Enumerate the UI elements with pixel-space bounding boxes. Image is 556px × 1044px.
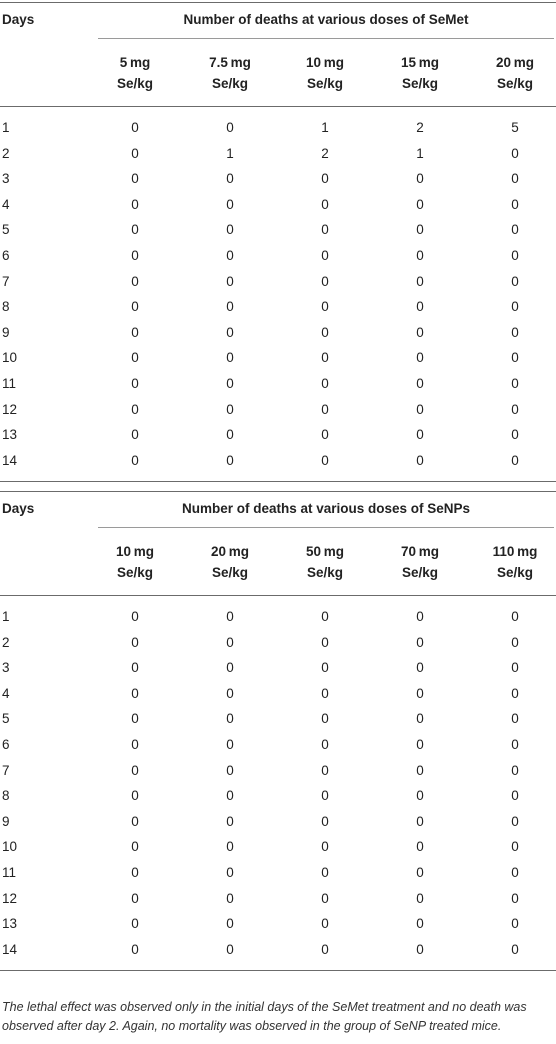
day-cell: 8 bbox=[2, 299, 10, 314]
dose-column-header-line1: 7.5 mg bbox=[209, 55, 251, 70]
death-count-cell: 0 bbox=[321, 763, 329, 778]
death-count-cell: 0 bbox=[416, 763, 424, 778]
death-count-cell: 0 bbox=[511, 788, 519, 803]
death-count-cell: 0 bbox=[321, 274, 329, 289]
death-count-cell: 0 bbox=[226, 942, 234, 957]
death-count-cell: 0 bbox=[226, 814, 234, 829]
dose-column-header-line1: 10 mg bbox=[116, 544, 154, 559]
death-count-cell: 0 bbox=[416, 737, 424, 752]
day-cell: 3 bbox=[2, 660, 10, 675]
death-count-cell: 0 bbox=[416, 635, 424, 650]
death-count-cell: 0 bbox=[226, 865, 234, 880]
death-count-cell: 0 bbox=[511, 350, 519, 365]
death-count-cell: 0 bbox=[511, 222, 519, 237]
dose-column-header-line2: Se/kg bbox=[211, 565, 249, 580]
death-count-cell: 0 bbox=[321, 325, 329, 340]
death-count-cell: 0 bbox=[131, 660, 139, 675]
death-count-cell: 0 bbox=[131, 865, 139, 880]
death-count-cell: 0 bbox=[226, 788, 234, 803]
day-cell: 5 bbox=[2, 222, 10, 237]
day-cell: 12 bbox=[2, 402, 18, 417]
dose-column-header-line1: 15 mg bbox=[401, 55, 439, 70]
death-count-cell: 0 bbox=[131, 453, 139, 468]
death-count-cell: 5 bbox=[511, 120, 519, 135]
group-header: Number of deaths at various doses of SeMet bbox=[183, 12, 469, 27]
day-cell: 6 bbox=[2, 248, 10, 263]
day-cell: 2 bbox=[2, 635, 10, 650]
day-cell: 12 bbox=[2, 891, 18, 906]
death-count-cell: 0 bbox=[226, 891, 234, 906]
death-count-cell: 0 bbox=[511, 763, 519, 778]
death-count-cell: 1 bbox=[226, 146, 234, 161]
day-cell: 13 bbox=[2, 427, 18, 442]
death-count-cell: 0 bbox=[416, 865, 424, 880]
death-count-cell: 0 bbox=[511, 635, 519, 650]
death-count-cell: 0 bbox=[511, 737, 519, 752]
death-count-cell: 1 bbox=[321, 120, 329, 135]
death-count-cell: 0 bbox=[226, 635, 234, 650]
death-count-cell: 0 bbox=[321, 942, 329, 957]
death-count-cell: 0 bbox=[321, 453, 329, 468]
column-header-rule bbox=[0, 595, 556, 596]
table-top-rule bbox=[0, 2, 556, 3]
death-count-cell: 0 bbox=[511, 299, 519, 314]
death-count-cell: 0 bbox=[416, 609, 424, 624]
death-count-cell: 0 bbox=[321, 299, 329, 314]
death-count-cell: 0 bbox=[511, 325, 519, 340]
death-count-cell: 0 bbox=[226, 197, 234, 212]
death-count-cell: 0 bbox=[226, 686, 234, 701]
dose-column-header-line1: 20 mg bbox=[496, 55, 534, 70]
death-count-cell: 0 bbox=[321, 686, 329, 701]
death-count-cell: 0 bbox=[131, 402, 139, 417]
group-header: Number of deaths at various doses of SeNPs bbox=[181, 501, 471, 516]
dose-column-header-line1: 10 mg bbox=[306, 55, 344, 70]
death-count-cell: 0 bbox=[511, 453, 519, 468]
death-count-cell: 0 bbox=[226, 248, 234, 263]
death-count-cell: 0 bbox=[416, 711, 424, 726]
death-count-cell: 0 bbox=[131, 814, 139, 829]
death-count-cell: 0 bbox=[131, 350, 139, 365]
dose-column-header-line2: Se/kg bbox=[401, 565, 439, 580]
death-count-cell: 0 bbox=[226, 916, 234, 931]
death-count-cell: 0 bbox=[416, 942, 424, 957]
day-cell: 4 bbox=[2, 686, 10, 701]
day-cell: 14 bbox=[2, 942, 18, 957]
death-count-cell: 0 bbox=[131, 120, 139, 135]
dose-column-header-line1: 50 mg bbox=[306, 544, 344, 559]
death-count-cell: 0 bbox=[511, 660, 519, 675]
table-footnote: The lethal effect was observed only in the initial days of the SeMet treatment and no death was observed after day 2. Again, no mortality was observed in the group of SeNP treated mice. bbox=[2, 1000, 527, 1033]
death-count-cell: 0 bbox=[226, 171, 234, 186]
death-count-cell: 0 bbox=[416, 814, 424, 829]
death-count-cell: 0 bbox=[321, 609, 329, 624]
dose-column-header-line1: 110 mg bbox=[492, 544, 538, 559]
death-count-cell: 0 bbox=[321, 814, 329, 829]
day-cell: 7 bbox=[2, 763, 10, 778]
death-count-cell: 0 bbox=[131, 942, 139, 957]
day-cell: 1 bbox=[2, 609, 10, 624]
death-count-cell: 0 bbox=[131, 891, 139, 906]
death-count-cell: 0 bbox=[416, 427, 424, 442]
death-count-cell: 0 bbox=[226, 763, 234, 778]
death-count-cell: 0 bbox=[511, 274, 519, 289]
death-count-cell: 0 bbox=[131, 788, 139, 803]
death-count-cell: 0 bbox=[416, 839, 424, 854]
death-count-cell: 0 bbox=[511, 609, 519, 624]
death-count-cell: 0 bbox=[416, 274, 424, 289]
day-cell: 8 bbox=[2, 788, 10, 803]
death-count-cell: 0 bbox=[321, 839, 329, 854]
death-count-cell: 0 bbox=[511, 146, 519, 161]
dose-column-header-line1: 70 mg bbox=[401, 544, 439, 559]
dose-column-header-line2: Se/kg bbox=[116, 565, 154, 580]
death-count-cell: 0 bbox=[511, 916, 519, 931]
day-cell: 3 bbox=[2, 171, 10, 186]
table-top-rule bbox=[0, 491, 556, 492]
dose-column-header-line2: Se/kg bbox=[306, 76, 344, 91]
death-count-cell: 0 bbox=[131, 299, 139, 314]
day-cell: 11 bbox=[2, 376, 17, 391]
death-count-cell: 0 bbox=[321, 427, 329, 442]
death-count-cell: 0 bbox=[321, 865, 329, 880]
death-count-cell: 0 bbox=[131, 248, 139, 263]
death-count-cell: 0 bbox=[511, 839, 519, 854]
death-count-cell: 0 bbox=[226, 299, 234, 314]
day-cell: 2 bbox=[2, 146, 10, 161]
death-count-cell: 0 bbox=[131, 222, 139, 237]
death-count-cell: 0 bbox=[321, 635, 329, 650]
group-header-rule bbox=[98, 38, 554, 39]
dose-column-header-line2: Se/kg bbox=[401, 76, 439, 91]
death-count-cell: 0 bbox=[321, 788, 329, 803]
death-count-cell: 0 bbox=[226, 325, 234, 340]
death-count-cell: 0 bbox=[131, 686, 139, 701]
death-count-cell: 2 bbox=[416, 120, 424, 135]
death-count-cell: 0 bbox=[131, 274, 139, 289]
death-count-cell: 0 bbox=[416, 686, 424, 701]
days-header: Days bbox=[2, 501, 35, 516]
column-header-rule bbox=[0, 106, 556, 107]
death-count-cell: 0 bbox=[511, 865, 519, 880]
death-count-cell: 0 bbox=[416, 402, 424, 417]
death-count-cell: 0 bbox=[131, 171, 139, 186]
day-cell: 5 bbox=[2, 711, 10, 726]
table-bottom-rule bbox=[0, 970, 556, 971]
day-cell: 1 bbox=[2, 120, 10, 135]
death-count-cell: 0 bbox=[131, 916, 139, 931]
death-count-cell: 0 bbox=[131, 711, 139, 726]
death-count-cell: 0 bbox=[416, 325, 424, 340]
death-count-cell: 0 bbox=[226, 120, 234, 135]
death-count-cell: 1 bbox=[416, 146, 424, 161]
days-header: Days bbox=[2, 12, 35, 27]
death-count-cell: 0 bbox=[511, 711, 519, 726]
death-count-cell: 0 bbox=[416, 222, 424, 237]
table-bottom-rule bbox=[0, 481, 556, 482]
day-cell: 7 bbox=[2, 274, 10, 289]
death-count-cell: 0 bbox=[511, 891, 519, 906]
dose-column-header-line1: 20 mg bbox=[211, 544, 249, 559]
death-count-cell: 0 bbox=[226, 376, 234, 391]
death-count-cell: 0 bbox=[416, 248, 424, 263]
death-count-cell: 0 bbox=[226, 609, 234, 624]
day-cell: 11 bbox=[2, 865, 17, 880]
dose-column-header-line2: Se/kg bbox=[496, 76, 534, 91]
death-count-cell: 0 bbox=[511, 942, 519, 957]
death-count-cell: 2 bbox=[321, 146, 329, 161]
death-count-cell: 0 bbox=[321, 171, 329, 186]
death-count-cell: 0 bbox=[226, 737, 234, 752]
group-header-rule bbox=[98, 527, 554, 528]
death-count-cell: 0 bbox=[511, 376, 519, 391]
death-count-cell: 0 bbox=[226, 711, 234, 726]
death-count-cell: 0 bbox=[226, 839, 234, 854]
death-count-cell: 0 bbox=[416, 891, 424, 906]
death-count-cell: 0 bbox=[416, 299, 424, 314]
death-count-cell: 0 bbox=[511, 248, 519, 263]
dose-column-header-line2: Se/kg bbox=[306, 565, 344, 580]
death-count-cell: 0 bbox=[511, 171, 519, 186]
death-count-cell: 0 bbox=[131, 763, 139, 778]
death-count-cell: 0 bbox=[321, 402, 329, 417]
death-count-cell: 0 bbox=[226, 350, 234, 365]
death-count-cell: 0 bbox=[321, 737, 329, 752]
death-count-cell: 0 bbox=[131, 427, 139, 442]
death-count-cell: 0 bbox=[226, 274, 234, 289]
day-cell: 4 bbox=[2, 197, 10, 212]
death-count-cell: 0 bbox=[131, 197, 139, 212]
death-count-cell: 0 bbox=[416, 453, 424, 468]
death-count-cell: 0 bbox=[226, 402, 234, 417]
dose-column-header-line2: Se/kg bbox=[116, 76, 154, 91]
death-count-cell: 0 bbox=[321, 891, 329, 906]
death-count-cell: 0 bbox=[511, 427, 519, 442]
day-cell: 14 bbox=[2, 453, 18, 468]
death-count-cell: 0 bbox=[416, 376, 424, 391]
death-count-cell: 0 bbox=[226, 660, 234, 675]
death-count-cell: 0 bbox=[321, 350, 329, 365]
death-count-cell: 0 bbox=[321, 711, 329, 726]
death-count-cell: 0 bbox=[511, 402, 519, 417]
death-count-cell: 0 bbox=[511, 686, 519, 701]
death-count-cell: 0 bbox=[511, 197, 519, 212]
death-count-cell: 0 bbox=[416, 197, 424, 212]
death-count-cell: 0 bbox=[226, 222, 234, 237]
death-count-cell: 0 bbox=[321, 222, 329, 237]
death-count-cell: 0 bbox=[321, 197, 329, 212]
death-count-cell: 0 bbox=[131, 609, 139, 624]
dose-column-header-line2: Se/kg bbox=[211, 76, 249, 91]
death-count-cell: 0 bbox=[511, 814, 519, 829]
day-cell: 10 bbox=[2, 839, 18, 854]
death-count-cell: 0 bbox=[131, 737, 139, 752]
day-cell: 9 bbox=[2, 814, 10, 829]
death-count-cell: 0 bbox=[131, 839, 139, 854]
day-cell: 9 bbox=[2, 325, 10, 340]
death-count-cell: 0 bbox=[416, 916, 424, 931]
death-count-cell: 0 bbox=[321, 916, 329, 931]
death-count-cell: 0 bbox=[416, 350, 424, 365]
death-count-cell: 0 bbox=[416, 788, 424, 803]
day-cell: 6 bbox=[2, 737, 10, 752]
death-count-cell: 0 bbox=[131, 325, 139, 340]
day-cell: 13 bbox=[2, 916, 18, 931]
death-count-cell: 0 bbox=[226, 427, 234, 442]
death-count-cell: 0 bbox=[416, 171, 424, 186]
death-count-cell: 0 bbox=[131, 635, 139, 650]
death-count-cell: 0 bbox=[131, 376, 139, 391]
death-count-cell: 0 bbox=[416, 660, 424, 675]
death-count-cell: 0 bbox=[321, 660, 329, 675]
dose-column-header-line2: Se/kg bbox=[496, 565, 534, 580]
death-count-cell: 0 bbox=[131, 146, 139, 161]
death-count-cell: 0 bbox=[226, 453, 234, 468]
day-cell: 10 bbox=[2, 350, 18, 365]
death-count-cell: 0 bbox=[321, 376, 329, 391]
death-count-cell: 0 bbox=[321, 248, 329, 263]
dose-column-header-line1: 5 mg bbox=[119, 55, 151, 70]
